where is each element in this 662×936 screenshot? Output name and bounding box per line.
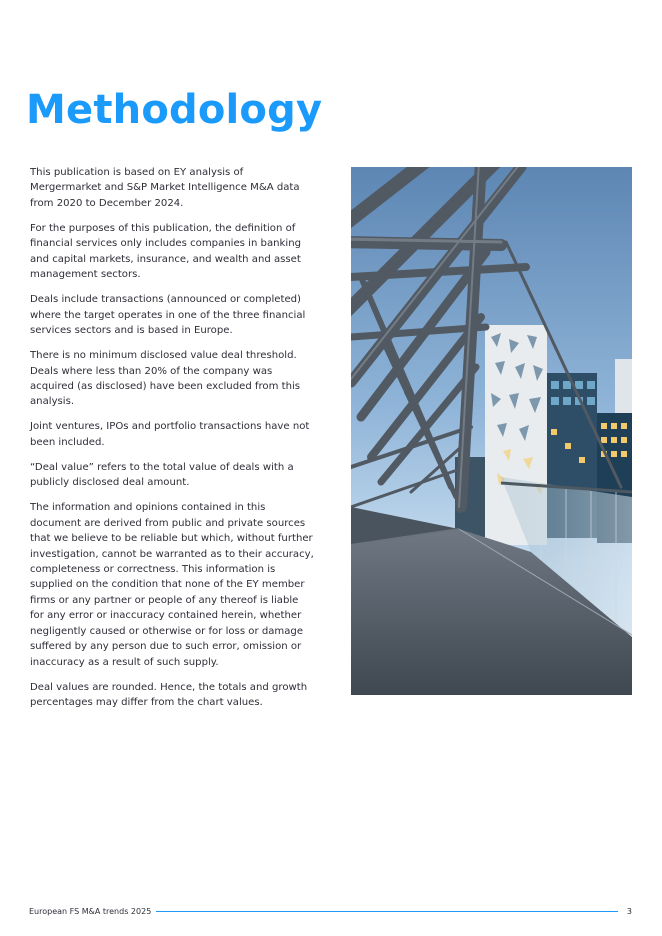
paragraph-deal-scope: Deals include transactions (announced or completed) where the target operates in one of the three financial services sectors and is based in Europe. bbox=[30, 294, 306, 337]
footer-report-name: European FS M&A trends 2025 bbox=[29, 906, 152, 916]
paragraph-exclusions: Joint ventures, IPOs and portfolio transactions have not been included. bbox=[30, 421, 310, 448]
methodology-text bbox=[30, 165, 314, 720]
paragraph-disclaimer: The information and opinions contained in this document are derived from public and private sources that we believe to be reliable but which, without further investigation, cannot be warranted as to their accuracy, completeness or correctness. This information is supplied on the condition that none of the EY member firms or any partner or people of any thereof is liable for any error or inaccuracy contained herein, whether negligently caused or otherwise or for loss or damage suffered by any person due to such error, omission or inaccuracy as a result of such supply. bbox=[30, 502, 314, 668]
paragraph-sector-definition: For the purposes of this publication, the definition of financial services only includes companies in banking and capital markets, insurance, and wealth and asset management sectors. bbox=[30, 222, 301, 281]
paragraph-rounding: Deal values are rounded. Hence, the totals and growth percentages may differ from the chart values. bbox=[30, 681, 308, 708]
page-title: Methodology bbox=[26, 87, 323, 133]
paragraph-threshold: There is no minimum disclosed value deal threshold. Deals where less than 20% of the company was acquired (as disclosed) have been excluded from this analysis. bbox=[30, 350, 301, 408]
page-number: 3 bbox=[626, 906, 632, 916]
page-footer bbox=[29, 904, 632, 918]
paragraph-deal-value: “Deal value” refers to the total value of deals with a publicly disclosed deal amount. bbox=[30, 461, 294, 489]
footer-divider bbox=[156, 911, 618, 912]
paragraph-data-sources: This publication is based on EY analysis of Mergermarket and S&P Market Intelligence M&A data from 2020 to December 2024. bbox=[30, 167, 300, 209]
bridge-photo bbox=[351, 167, 632, 695]
